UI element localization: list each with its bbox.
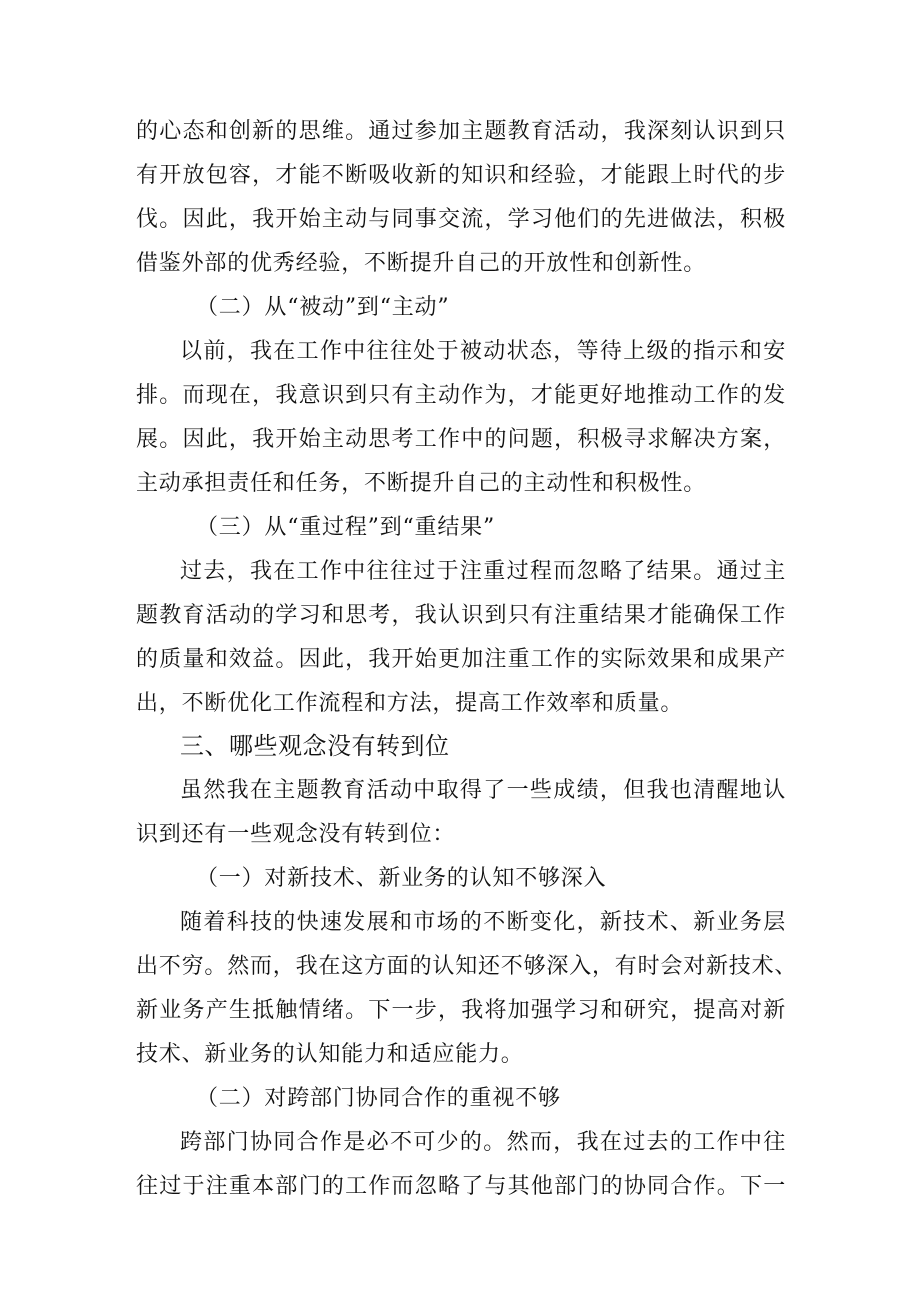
paragraph-line: 伐。因此，我开始主动与同事交流，学习他们的先进做法，积极: [136, 207, 786, 232]
subheading: （二）从“被动”到“主动”: [196, 295, 450, 320]
paragraph-line: 以前，我在工作中往往处于被动状态，等待上级的指示和安: [180, 339, 786, 364]
paragraph-line: 虽然我在主题教育活动中取得了一些成绩，但我也清醒地认: [180, 778, 786, 803]
paragraph-line: 出，不断优化工作流程和方法，提高工作效率和质量。: [136, 691, 684, 716]
subheading: （二）对跨部门协同合作的重视不够: [196, 1086, 561, 1111]
paragraph-line: 题教育活动的学习和思考，我认识到只有注重结果才能确保工作: [136, 603, 786, 628]
section-heading: 三、哪些观念没有转到位: [180, 732, 450, 760]
paragraph-line: 过去，我在工作中往往过于注重过程而忽略了结果。通过主: [180, 559, 786, 584]
paragraph-line: 的质量和效益。因此，我开始更加注重工作的实际效果和成果产: [136, 647, 786, 672]
paragraph-line: 识到还有一些观念没有转到位：: [136, 822, 456, 847]
paragraph-line: 借鉴外部的优秀经验，不断提升自己的开放性和创新性。: [136, 251, 707, 276]
paragraph-line: 往过于注重本部门的工作而忽略了与其他部门的协同合作。下一: [136, 1174, 786, 1199]
subheading: （一）对新技术、新业务的认知不够深入: [196, 866, 607, 891]
paragraph-line: 有开放包容，才能不断吸收新的知识和经验，才能跟上时代的步: [136, 163, 786, 188]
subheading: （三）从“重过程”到“重结果”: [196, 515, 495, 540]
paragraph-line: 出不穷。然而，我在这方面的认知还不够深入，有时会对新技术、: [136, 954, 798, 979]
paragraph-line: 的心态和创新的思维。通过参加主题教育活动，我深刻认识到只: [136, 119, 786, 144]
paragraph-line: 技术、新业务的认知能力和适应能力。: [136, 1042, 524, 1067]
paragraph-line: 随着科技的快速发展和市场的不断变化，新技术、新业务层: [180, 910, 786, 935]
paragraph-line: 展。因此，我开始主动思考工作中的问题，积极寻求解决方案，: [136, 427, 786, 452]
paragraph-line: 主动承担责任和任务，不断提升自己的主动性和积极性。: [136, 471, 707, 496]
paragraph-line: 跨部门协同合作是必不可少的。然而，我在过去的工作中往: [180, 1130, 786, 1155]
paragraph-line: 排。而现在，我意识到只有主动作为，才能更好地推动工作的发: [136, 383, 786, 408]
paragraph-line: 新业务产生抵触情绪。下一步，我将加强学习和研究，提高对新: [136, 998, 786, 1023]
